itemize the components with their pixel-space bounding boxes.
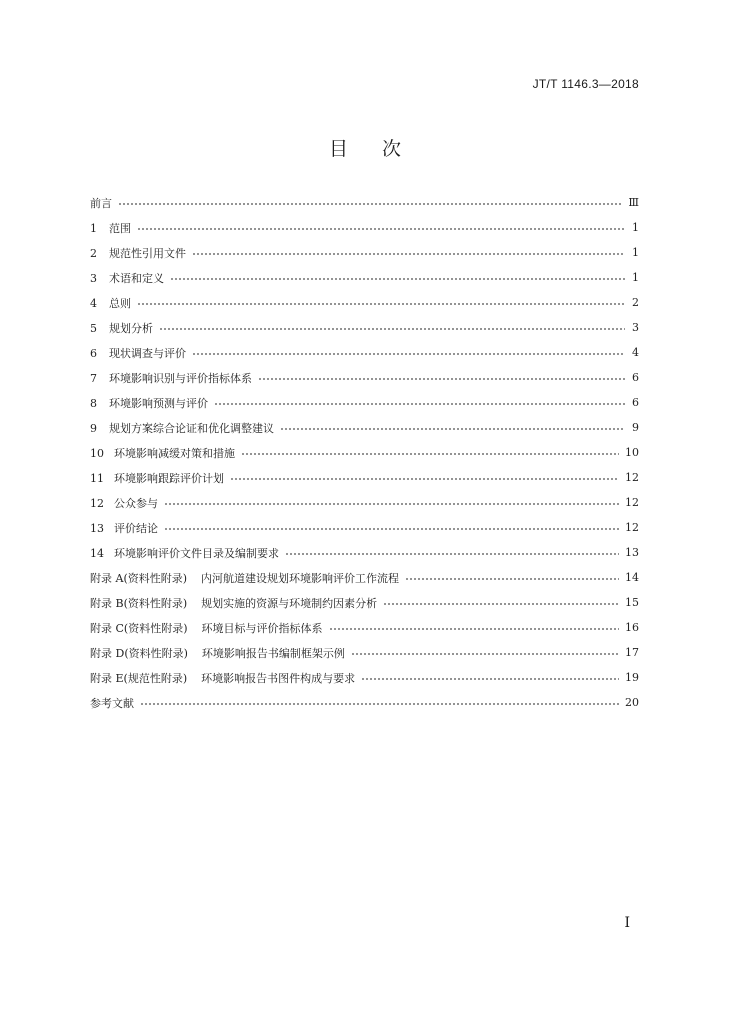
toc-entry[interactable] [90,540,639,565]
dot-leader [170,278,625,280]
toc-entry-title: 规范性引用文件 [109,246,186,260]
toc-page-number: 17 [625,646,639,659]
toc-page-number: 6 [632,396,639,409]
table-of-contents [90,190,639,715]
dot-leader [118,203,622,205]
toc-section-number: 13 [90,521,104,535]
toc-entry[interactable] [90,515,639,540]
dot-leader [164,528,619,530]
toc-entry[interactable] [90,315,639,340]
toc-entry[interactable] [90,640,639,665]
toc-entry-title: 术语和定义 [109,271,164,285]
toc-section-number: 10 [90,446,104,460]
toc-page-number: 9 [632,421,639,434]
toc-page-number: 1 [632,246,639,259]
toc-entry[interactable] [90,440,639,465]
toc-page-number: 4 [632,346,639,359]
toc-entry[interactable] [90,365,639,390]
toc-entry-title: 规划方案综合论证和优化调整建议 [109,421,274,435]
dot-leader [164,503,619,505]
toc-page-number: 16 [625,621,639,634]
toc-page-number: 12 [625,471,639,484]
toc-entry[interactable] [90,340,639,365]
toc-entry-title: 环境目标与评价指标体系 [201,621,323,635]
dot-leader [241,453,619,455]
page-title-part1: 目 [328,138,348,160]
toc-page-number: 12 [625,521,639,534]
toc-entry-title: 环境影响预测与评价 [109,396,208,410]
toc-page-number: 13 [625,546,639,559]
toc-entry-label [90,495,158,511]
toc-entry-label [90,620,323,636]
toc-entry-label [90,570,399,586]
toc-entry[interactable] [90,215,639,240]
page-number: Ⅰ [624,915,630,931]
toc-entry-label [90,695,134,711]
toc-entry[interactable] [90,265,639,290]
toc-page-number: 14 [625,571,639,584]
toc-entry[interactable] [90,565,639,590]
toc-entry-label [90,245,186,261]
standard-code: JT/T 1146.3—2018 [532,77,639,91]
page-title [0,134,730,161]
toc-entry-label [90,345,186,361]
toc-page-number: 12 [625,496,639,509]
toc-entry-title: 环境影响报告书编制框架示例 [201,646,345,660]
toc-entry-label [90,670,355,686]
dot-leader [383,603,619,605]
toc-entry[interactable] [90,415,639,440]
toc-appendix-label: 附录 C(资料性附录) [90,621,188,635]
dot-leader [351,653,619,655]
toc-page-number: 1 [632,271,639,284]
toc-page-number: 15 [625,596,639,609]
toc-entry-title: 环境影响报告书图件构成与要求 [201,671,356,685]
toc-section-number: 9 [90,421,97,435]
toc-page-number: 3 [632,321,639,334]
toc-entry-label [90,445,235,461]
toc-entry[interactable] [90,665,639,690]
toc-section-number: 12 [90,496,104,510]
toc-section-number: 5 [90,321,97,335]
dot-leader [159,328,625,330]
toc-entry[interactable] [90,615,639,640]
toc-entry-label [90,370,252,386]
toc-entry-label [90,545,279,561]
toc-entry-label [90,220,131,236]
toc-section-number: 4 [90,296,97,310]
toc-entry-label [90,470,224,486]
dot-leader [285,553,619,555]
toc-entry-label [90,295,131,311]
dot-leader [258,378,625,380]
toc-entry-label [90,195,112,211]
toc-section-number: 1 [90,221,97,235]
dot-leader [137,228,625,230]
dot-leader [137,303,625,305]
toc-section-number: 3 [90,271,97,285]
toc-entry-label [90,270,164,286]
toc-entry[interactable] [90,390,639,415]
page-title-part2: 次 [382,138,402,160]
toc-entry[interactable] [90,490,639,515]
toc-entry-label [90,645,345,661]
dot-leader [361,678,619,680]
dot-leader [230,478,619,480]
toc-section-number: 14 [90,546,104,560]
toc-entry-title: 环境影响识别与评价指标体系 [109,371,252,385]
toc-entry-title: 前言 [90,196,112,210]
dot-leader [214,403,625,405]
toc-entry-label [90,520,158,536]
toc-appendix-label: 附录 D(资料性附录) [90,646,188,660]
toc-section-number: 7 [90,371,97,385]
toc-entry-title: 内河航道建设规划环境影响评价工作流程 [201,571,400,585]
toc-section-number: 6 [90,346,97,360]
toc-entry-title: 环境影响减缓对策和措施 [114,446,235,460]
toc-entry[interactable] [90,465,639,490]
toc-entry[interactable] [90,690,639,715]
toc-appendix-label: 附录 A(资料性附录) [90,571,188,585]
toc-entry-title: 公众参与 [114,496,158,510]
dot-leader [280,428,625,430]
toc-entry-title: 范围 [109,221,131,235]
toc-entry-title: 评价结论 [114,521,158,535]
toc-appendix-label: 附录 B(资料性附录) [90,596,188,610]
toc-entry[interactable] [90,290,639,315]
toc-entry[interactable] [90,240,639,265]
toc-appendix-label: 附录 E(规范性附录) [90,671,188,685]
toc-page-number: 2 [632,296,639,309]
toc-page-number: 6 [632,371,639,384]
toc-entry-label [90,420,274,436]
toc-entry-title: 规划实施的资源与环境制约因素分析 [201,596,378,610]
toc-page-number: Ⅲ [628,196,639,209]
toc-section-number: 8 [90,396,97,410]
toc-entry-title: 参考文献 [90,696,134,710]
toc-entry-title: 总则 [109,296,131,310]
toc-page-number: 10 [625,446,639,459]
toc-entry-title: 环境影响评价文件目录及编制要求 [114,546,279,560]
dot-leader [192,353,625,355]
dot-leader [192,253,625,255]
toc-entry-label [90,395,208,411]
toc-section-number: 11 [90,471,104,485]
dot-leader [329,628,620,630]
dot-leader [140,703,619,705]
toc-entry-title: 现状调查与评价 [109,346,186,360]
toc-page-number: 19 [625,671,639,684]
toc-entry-label [90,595,377,611]
toc-entry[interactable] [90,590,639,615]
toc-entry-title: 规划分析 [109,321,153,335]
toc-entry-title: 环境影响跟踪评价计划 [114,471,224,485]
toc-page-number: 1 [632,221,639,234]
dot-leader [405,578,619,580]
toc-page-number: 20 [625,696,639,709]
toc-section-number: 2 [90,246,97,260]
toc-entry[interactable] [90,190,639,215]
toc-entry-label [90,320,153,336]
